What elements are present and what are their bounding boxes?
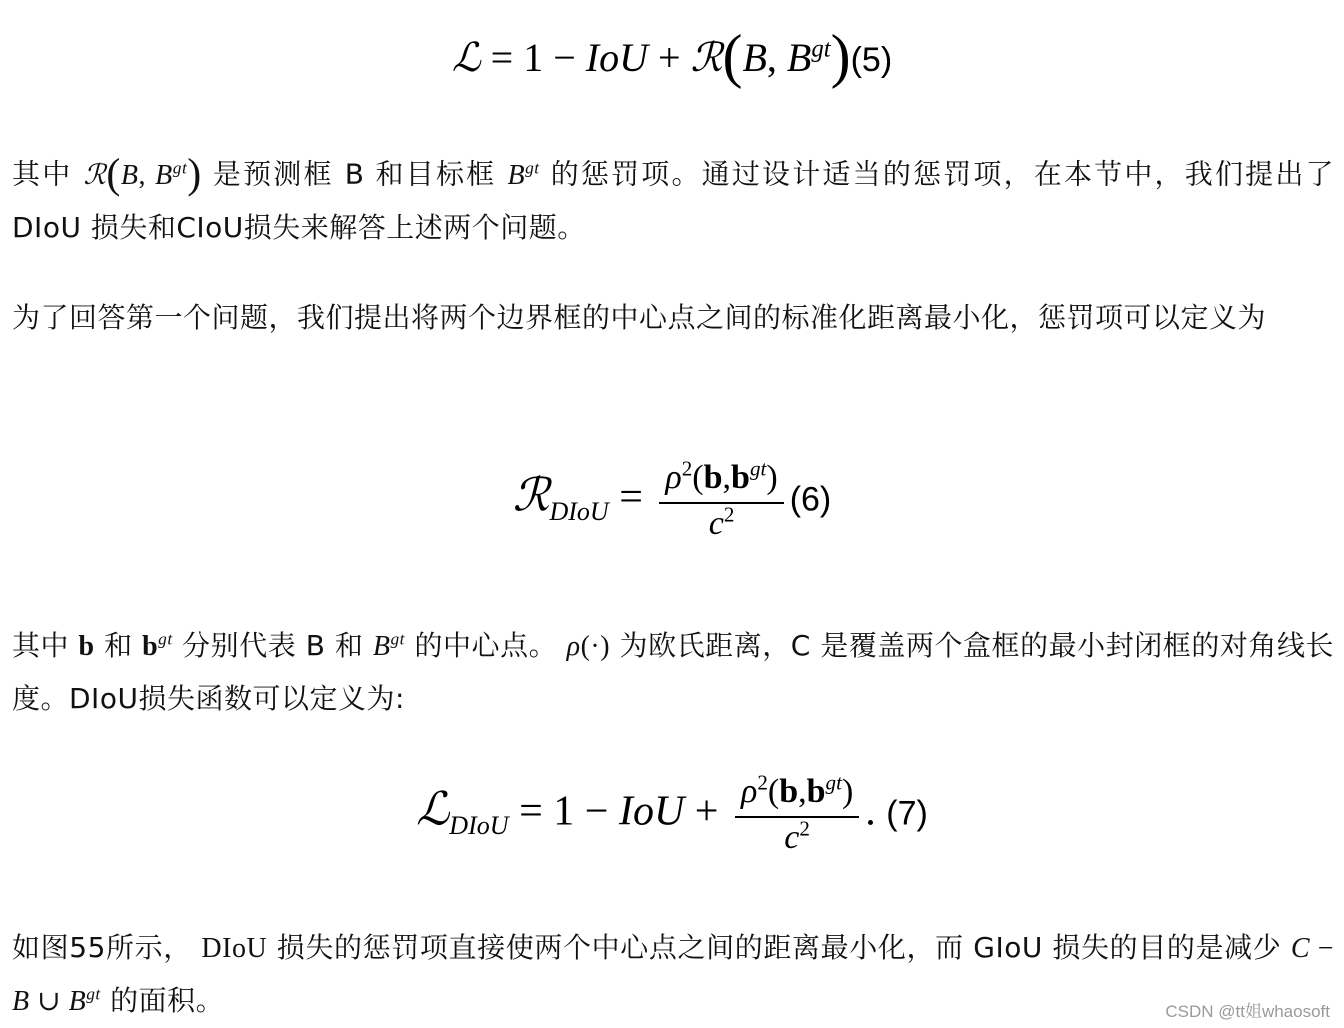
math-penalty-term: ℛ(B, $B^{gt}$)	[83, 151, 202, 197]
equation-6-number: (6)	[789, 480, 832, 519]
equation-7-fraction: $\frac{\rho^2(b,b^{gt})}{c^2}$	[735, 772, 859, 858]
paragraph-center-points: 其中 b 和 $b^{gt}$ 分别代表 B 和 $B^{gt}$ 的中心点。 ρ(·) 为欧氏距离，C 是覆盖两个盒框的最小封闭框的对角线长度。DIoU损失函数可以定义为:	[12, 629, 1334, 715]
paragraph-penalty-definition: 其中 ℛ(B, $B^{gt}$) 是预测框 B 和目标框 $B^{gt}$ 的惩罚项。通过设计适当的惩罚项，在本节中，我们提出了 DIoU 损失和CIoU损失来解答上述两个问题。	[12, 151, 1335, 244]
paragraph-first-question: 为了回答第一个问题，我们提出将两个边界框的中心点之间的标准化距离最小化，惩罚项可以定义为	[12, 301, 1267, 334]
equation-5: ℒ = 1 − IoU + ℛ(B, $B^{gt})(5)$	[451, 23, 893, 89]
csdn-watermark: CSDN @tt姐whaosoft	[1165, 1002, 1330, 1021]
math-diou: DIoU	[201, 933, 268, 964]
math-rho: ρ(·)	[566, 631, 611, 662]
math-b: b	[78, 631, 95, 662]
equation-6-fraction: $\frac{\rho^2(b,b^{gt})}{c^2}$	[659, 458, 783, 544]
math-area-expression: C − B ∪ $B^{gt}$	[12, 933, 1334, 1017]
math-bgt: $B^{gt}$	[507, 158, 540, 191]
paragraph-figure-55: 如图55所示， DIoU 损失的惩罚项直接使两个中心点之间的距离最小化，而 GIoU 损失的目的是减少 C − B ∪ $B^{gt}$ 的面积。	[12, 931, 1334, 1017]
equation-6: ℛ$_{DIoU}$ = $\frac{\rho^2(b,b^{gt})}{c^2}$ (6)	[512, 456, 832, 542]
equation-7-number: (7)	[886, 794, 928, 833]
equation-7: ℒ$_{DIoU}$ = 1 − IoU + $\frac{\rho^2(b,b^{gt})}{c^2}$ . (7)	[416, 770, 928, 856]
math-bgt-bold: $b^{gt}$	[142, 629, 173, 662]
math-bgt: $B^{gt}$	[372, 629, 406, 662]
equation-5-number: (5)	[850, 41, 893, 80]
